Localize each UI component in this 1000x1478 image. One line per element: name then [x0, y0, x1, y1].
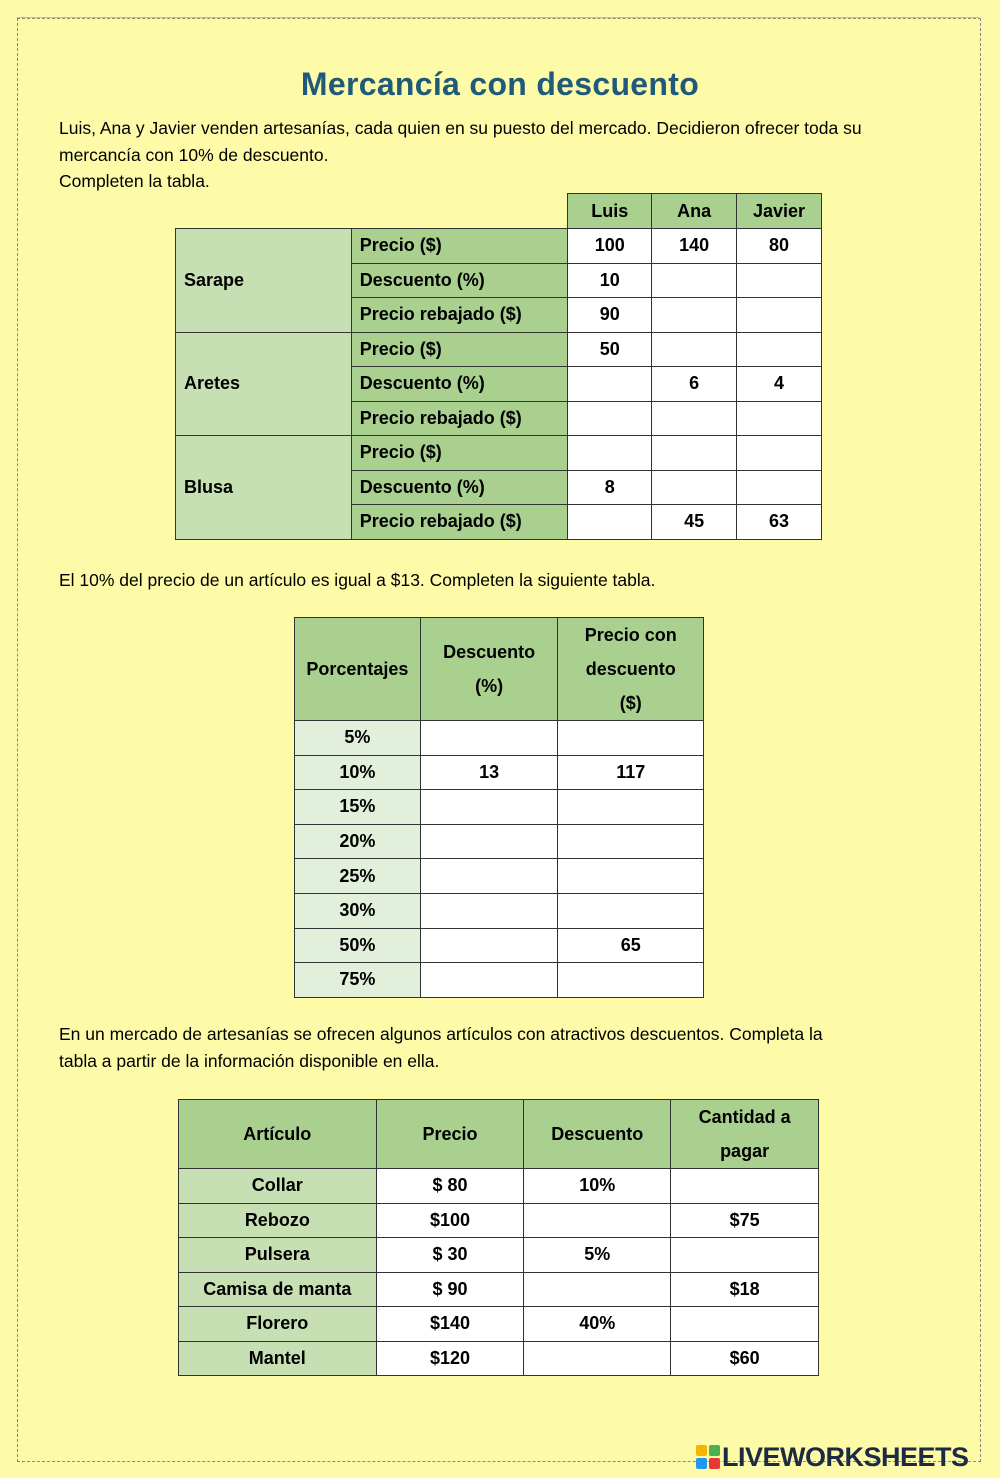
row-label: Descuento (%)	[351, 367, 568, 402]
cell-input[interactable]	[737, 298, 822, 333]
table3-header-descuento: Descuento	[524, 1100, 671, 1169]
logo-square	[696, 1445, 707, 1456]
cell-input[interactable]	[737, 470, 822, 505]
cell-input[interactable]: 4	[737, 367, 822, 402]
logo-text: LIVEWORKSHEETS	[722, 1441, 969, 1472]
table3-header-cantidad	[671, 1100, 819, 1169]
cell-input[interactable]	[558, 893, 704, 928]
table2-header-precio	[558, 618, 704, 721]
article-name: Collar	[179, 1169, 377, 1204]
group-sarape: Sarape	[176, 229, 352, 333]
cell-input[interactable]	[737, 401, 822, 436]
cell-input[interactable]: $ 90	[376, 1272, 524, 1307]
header-line: descuento	[585, 659, 676, 679]
cell-input[interactable]	[737, 263, 822, 298]
logo-square	[696, 1458, 707, 1469]
article-name: Camisa de manta	[179, 1272, 377, 1307]
table1-header-ana: Ana	[652, 194, 737, 229]
cell-input[interactable]	[737, 436, 822, 471]
cell-input[interactable]	[420, 790, 558, 825]
cell-input[interactable]	[420, 963, 558, 998]
pct-label: 5%	[295, 721, 421, 756]
row-label: Descuento (%)	[351, 470, 568, 505]
cell-input[interactable]: 140	[652, 229, 737, 264]
cell-input[interactable]	[558, 790, 704, 825]
cell-input[interactable]	[420, 928, 558, 963]
section3-line-1: En un mercado de artesanías se ofrecen algunos artículos con atractivos descuentos. Completa la	[59, 1024, 823, 1044]
cell-input[interactable]: 5%	[524, 1238, 671, 1273]
table2-header-porcentajes: Porcentajes	[295, 618, 421, 721]
intro-line-2: mercancía con 10% de descuento.	[59, 144, 329, 165]
row-label: Descuento (%)	[351, 263, 568, 298]
cell-input[interactable]: 100	[568, 229, 652, 264]
page-title: Mercancía con descuento	[300, 66, 700, 102]
cell-input[interactable]	[558, 721, 704, 756]
header-line: Cantidad a	[698, 1107, 791, 1127]
intro-line-3: Completen la tabla.	[59, 171, 210, 191]
row-label: Precio ($)	[351, 229, 568, 264]
table-merchandise	[175, 193, 822, 540]
cell-input[interactable]	[420, 893, 558, 928]
cell-input[interactable]: 8	[568, 470, 652, 505]
row-label: Precio rebajado ($)	[351, 298, 568, 333]
article-name: Mantel	[179, 1341, 377, 1376]
section2-text: El 10% del precio de un artículo es igual a $13. Completen la siguiente tabla.	[59, 570, 656, 590]
cell-input[interactable]	[737, 332, 822, 367]
cell-input[interactable]	[652, 298, 737, 333]
table3-header-articulo: Artículo	[179, 1100, 377, 1169]
cell-input[interactable]: 65	[558, 928, 704, 963]
cell-input[interactable]: 40%	[524, 1307, 671, 1342]
section3-paragraph	[59, 1021, 949, 1074]
cell-input[interactable]: 10%	[524, 1169, 671, 1204]
cell-input[interactable]	[420, 721, 558, 756]
liveworksheets-logo[interactable]	[696, 1440, 969, 1474]
header-line: pagar	[720, 1141, 770, 1161]
cell-input[interactable]: $120	[376, 1341, 524, 1376]
cell-input[interactable]: 13	[420, 755, 558, 790]
cell-input[interactable]: $60	[671, 1341, 819, 1376]
header-line: (%)	[475, 676, 504, 696]
cell-input[interactable]	[558, 859, 704, 894]
cell-input[interactable]: $18	[671, 1272, 819, 1307]
cell-input[interactable]: 6	[652, 367, 737, 402]
row-label: Precio rebajado ($)	[351, 401, 568, 436]
cell-input[interactable]	[652, 332, 737, 367]
pct-label: 15%	[295, 790, 421, 825]
pct-label: 75%	[295, 963, 421, 998]
cell-input[interactable]	[568, 505, 652, 540]
cell-input[interactable]: $ 30	[376, 1238, 524, 1273]
cell-input[interactable]	[671, 1238, 819, 1273]
cell-input[interactable]: 50	[568, 332, 652, 367]
cell-input[interactable]	[671, 1169, 819, 1204]
article-name: Rebozo	[179, 1203, 377, 1238]
row-label: Precio rebajado ($)	[351, 505, 568, 540]
cell-input[interactable]	[652, 401, 737, 436]
pct-label: 10%	[295, 755, 421, 790]
cell-input[interactable]: 80	[737, 229, 822, 264]
cell-input[interactable]: $ 80	[376, 1169, 524, 1204]
cell-input[interactable]: 90	[568, 298, 652, 333]
table-percentages	[294, 617, 704, 998]
table3-header-precio: Precio	[376, 1100, 524, 1169]
article-name: Florero	[179, 1307, 377, 1342]
header-line: Precio con	[584, 625, 677, 645]
intro-paragraph	[59, 115, 949, 195]
cell-input[interactable]	[558, 963, 704, 998]
table1-corner	[176, 194, 568, 229]
cell-input[interactable]	[420, 824, 558, 859]
cell-input[interactable]	[652, 470, 737, 505]
article-name: Pulsera	[179, 1238, 377, 1273]
cell-input[interactable]	[568, 401, 652, 436]
cell-input[interactable]: 63	[737, 505, 822, 540]
row-label: Precio ($)	[351, 436, 568, 471]
logo-square	[709, 1458, 720, 1469]
section3-line-2: tabla a partir de la información disponible en ella.	[59, 1050, 440, 1071]
header-line: ($)	[619, 693, 642, 713]
pct-label: 25%	[295, 859, 421, 894]
intro-line-1: Luis, Ana y Javier venden artesanías, cada quien en su puesto del mercado. Decidieron ofrecer toda su	[59, 118, 862, 138]
table1-header-luis: Luis	[568, 194, 652, 229]
table1-header-javier: Javier	[737, 194, 822, 229]
pct-label: 30%	[295, 893, 421, 928]
liveworksheets-logo-icon	[696, 1445, 720, 1469]
section2-paragraph	[59, 567, 949, 594]
cell-input[interactable]: $140	[376, 1307, 524, 1342]
pct-label: 20%	[295, 824, 421, 859]
cell-input[interactable]: $75	[671, 1203, 819, 1238]
header-line: Descuento	[443, 642, 536, 662]
cell-input[interactable]	[652, 263, 737, 298]
row-label: Precio ($)	[351, 332, 568, 367]
cell-input[interactable]: 45	[652, 505, 737, 540]
cell-input[interactable]	[568, 367, 652, 402]
group-aretes: Aretes	[176, 332, 352, 436]
logo-square	[709, 1445, 720, 1456]
cell-input[interactable]	[524, 1203, 671, 1238]
cell-input[interactable]	[524, 1341, 671, 1376]
table-articles	[178, 1099, 819, 1376]
pct-label: 50%	[295, 928, 421, 963]
cell-input[interactable]: 10	[568, 263, 652, 298]
cell-input[interactable]	[558, 824, 704, 859]
table2-header-descuento	[420, 618, 558, 721]
cell-input[interactable]: $100	[376, 1203, 524, 1238]
cell-input[interactable]	[671, 1307, 819, 1342]
group-blusa: Blusa	[176, 436, 352, 540]
cell-input[interactable]	[652, 436, 737, 471]
cell-input[interactable]	[420, 859, 558, 894]
cell-input[interactable]	[568, 436, 652, 471]
cell-input[interactable]: 117	[558, 755, 704, 790]
cell-input[interactable]	[524, 1272, 671, 1307]
